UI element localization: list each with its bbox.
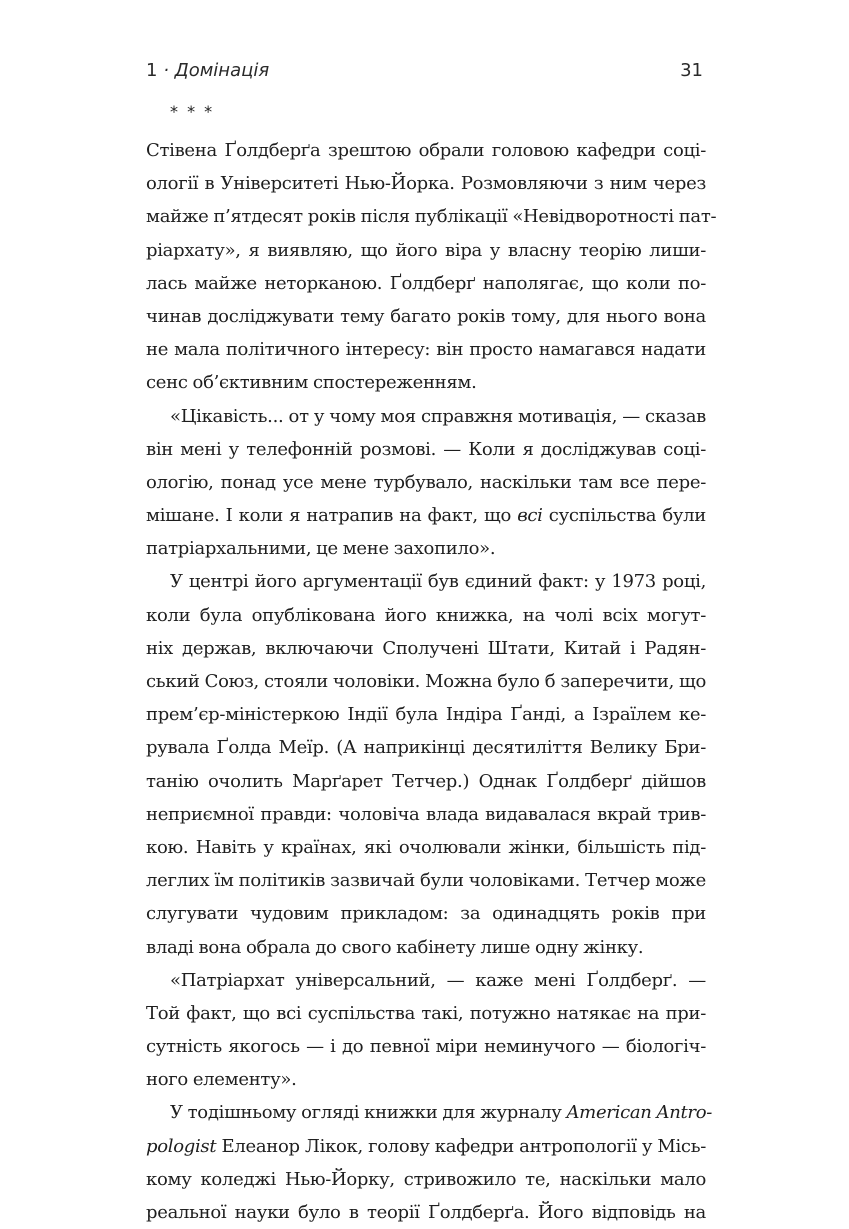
text-line: кою. Навіть у країнах, які очолювали жінки, більшість під- (146, 836, 706, 858)
text-line: він мені у телефонній розмові. — Коли я досліджував соці- (146, 438, 706, 460)
text-segment: мішане. І коли я натрапив на факт, що (146, 505, 518, 527)
text-line: леглих їм політиків зазвичай були чоловіками. Тетчер може (146, 870, 706, 892)
text-line: сутність якогось — і до певної міри неминучого — біологіч- (146, 1036, 706, 1058)
chapter-title: Домінація (174, 60, 270, 81)
text-line: сенс об’єктивним спостереженням. (146, 372, 477, 394)
text-segment: суспільства були (542, 505, 706, 527)
text-line: ріархату», я виявляю, що його віра у власну теорію лиши- (146, 239, 706, 261)
text-line: рувала Ґолда Меїр. (А наприкінці десятиліття Велику Бри- (146, 737, 706, 759)
text-segment: Елеанор Лікок, голову кафедри антропології у Місь- (216, 1135, 706, 1157)
emphasis: всі (517, 505, 543, 527)
text-line: слугувати чудовим прикладом: за одинадцять років при (146, 903, 706, 925)
running-head (146, 58, 703, 88)
text-line: чинав досліджувати тему багато років тому, для нього вона (146, 305, 706, 327)
journal-title: American Antro- (566, 1102, 713, 1124)
text-line: патріархальними, це мене захопило». (146, 538, 496, 560)
text-segment: У тодішньому огляді книжки для журналу (170, 1102, 567, 1124)
text-line-mixed (146, 499, 706, 532)
text-line: ніх держав, включаючи Сполучені Штати, Китай і Радян- (146, 637, 706, 659)
text-line-mixed (146, 1130, 706, 1163)
header-separator: · (163, 60, 169, 81)
text-line: майже п’ятдесят років після публікації «Невідворотності пат- (146, 206, 717, 228)
text-line: «Патріархат універсальний, — каже мені Ґолдберґ. — (170, 969, 706, 991)
text-line: неприємної правди: чоловіча влада видавалася вкрай трив- (146, 803, 706, 825)
text-line: «Цікавість... от у чому моя справжня мотивація, — сказав (170, 405, 706, 427)
text-line: Стівена Ґолдберґа зрештою обрали головою кафедри соці- (146, 140, 706, 161)
chapter-label (146, 60, 269, 81)
journal-title: pologist (146, 1135, 217, 1157)
page-number: 31 (680, 60, 703, 81)
text-line: У центрі його аргументації був єдиний факт: у 1973 році, (170, 571, 706, 593)
text-line: реальної науки було в теорії Ґолдберґа. Його відповідь на (146, 1202, 706, 1223)
text-line: прем’єр-міністеркою Індії була Індіра Ґанді, а Ізраїлем ке- (146, 704, 706, 726)
text-line-mixed (146, 1096, 713, 1129)
text-line: кому коледжі Нью-Йорку, стривожило те, наскільки мало (146, 1168, 706, 1190)
text-line: ного елементу». (146, 1069, 297, 1091)
text-line: ології в Університеті Нью-Йорка. Розмовляючи з ним через (146, 173, 706, 195)
chapter-number: 1 (146, 60, 158, 81)
section-break: * * * (170, 102, 215, 121)
text-line: не мала політичного інтересу: він просто намагався надати (146, 339, 706, 361)
body-text (146, 134, 717, 1229)
text-line: танію очолить Марґарет Тетчер.) Однак Ґолдберґ дійшов (146, 770, 706, 792)
text-line: ський Союз, стояли чоловіки. Можна було б заперечити, що (146, 671, 706, 692)
text-line: ологію, понад усе мене турбувало, наскільки там все пере- (146, 471, 706, 493)
text-line: Той факт, що всі суспільства такі, потужно натякає на при- (146, 1002, 706, 1024)
text-line: коли була опублікована його книжка, на чолі всіх могут- (146, 604, 706, 626)
text-line: владі вона обрала до свого кабінету лише одну жінку. (146, 936, 644, 958)
text-line: лась майже неторканою. Ґолдберґ наполягає, що коли по- (146, 272, 706, 294)
